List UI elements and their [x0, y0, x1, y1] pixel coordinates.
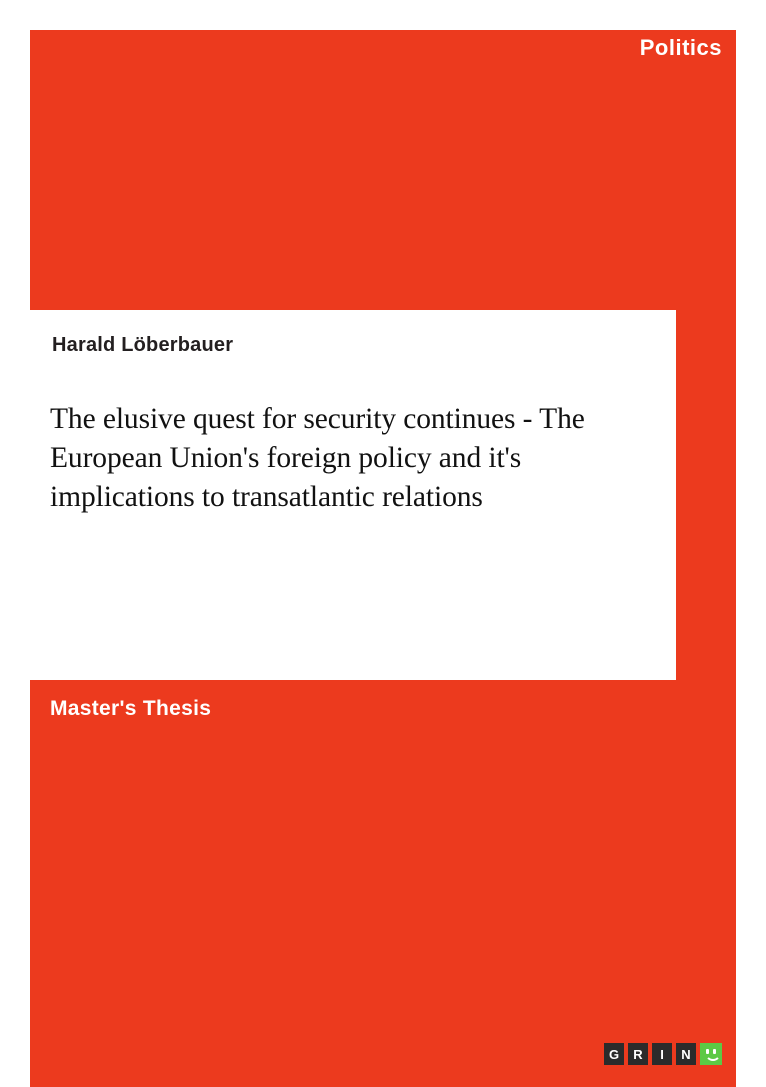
- logo-letter-r: R: [628, 1043, 648, 1065]
- category-label: Politics: [639, 35, 722, 60]
- logo-letter-n: N: [676, 1043, 696, 1065]
- smiley-icon: [700, 1043, 722, 1065]
- document-type-label: Master's Thesis: [50, 697, 212, 720]
- page-title: The elusive quest for security continues - The European Union's foreign policy and it's implications to transatlantic relations: [50, 403, 585, 513]
- logo-letter-g: G: [604, 1043, 624, 1065]
- author-name: Harald Löberbauer: [52, 334, 234, 356]
- grin-logo: [604, 1043, 722, 1065]
- title-card: [0, 310, 676, 680]
- logo-letter-i: I: [652, 1043, 672, 1065]
